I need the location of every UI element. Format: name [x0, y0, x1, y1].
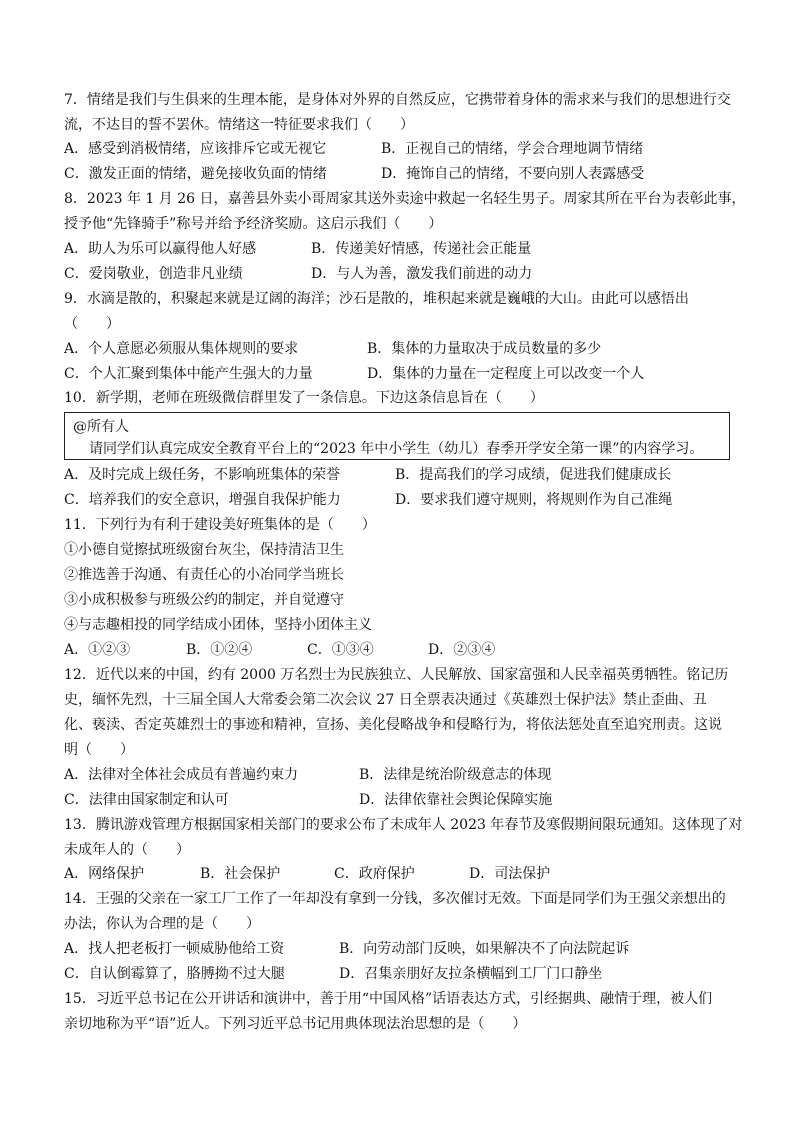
q10-option-c: C．培养我们的安全意识，增强自我保护能力 — [64, 492, 341, 508]
q8-stem-line1: 8．2023 年 1 月 26 日，嘉善县外卖小哥周家其送外卖途中救起一名轻生男子。周家其所在平台为表彰此事， — [64, 191, 746, 207]
q8-option-a: A．助人为乐可以赢得他人好感 — [64, 241, 257, 257]
q14-stem-line2: 办法，你认为合理的是（ ） — [64, 916, 260, 932]
q11-option-a: A．①②③ — [64, 642, 131, 658]
q13-option-a: A．网络保护 — [64, 866, 145, 882]
q13-stem-line2: 未成年人的（ ） — [64, 842, 190, 858]
q11-item-4: ④与志趣相投的同学结成小团体，坚持小团体主义 — [64, 617, 372, 633]
q12-option-c: C．法律由国家制定和认可 — [64, 792, 229, 808]
q11-item-1: ①小德自觉擦拭班级窗台灰尘，保持清洁卫生 — [64, 542, 344, 558]
q11-option-d: D．②③④ — [428, 642, 496, 658]
q13-stem-line1: 13．腾讯游戏管理方根据国家相关部门的要求公布了未成年人 2023 年春节及寒假期间限玩通知。这体现了对 — [64, 817, 743, 833]
q11-option-c: C．①③④ — [307, 642, 374, 658]
q13-option-c: C．政府保护 — [334, 866, 415, 882]
q8-stem-line2: 授予他“先锋骑手”称号并给予经济奖励。这启示我们（ ） — [64, 216, 443, 232]
q15-stem-line1: 15．习近平总书记在公开讲话和演讲中，善于用“中国风格”话语表达方式，引经据典、融情于理，被人们 — [64, 991, 713, 1007]
q11-item-2: ②推选善于沟通、有责任心的小冶同学当班长 — [64, 567, 344, 583]
q9-option-a: A．个人意愿必须服从集体规则的要求 — [64, 341, 299, 357]
wechat-notice-box — [64, 412, 730, 460]
q14-option-b: B．向劳动部门反映，如果解决不了向法院起诉 — [339, 941, 630, 957]
q11-stem-line1: 11．下列行为有利于建设美好班集体的是（ ） — [64, 517, 376, 533]
q7-option-d: D．掩饰自己的情绪，不要向别人表露感受 — [381, 166, 645, 182]
q14-stem-line1: 14．王强的父亲在一家工厂工作了一年却没有拿到一分钱，多次催讨无效。下面是同学们为王强父亲想出的 — [64, 891, 726, 907]
q7-stem-line1: 7．情绪是我们与生俱来的生理本能，是身体对外界的自然反应，它携带着身体的需求来与我们的思想进行交 — [64, 92, 731, 108]
q12-option-b: B．法律是统治阶级意志的体现 — [359, 767, 552, 783]
q14-option-c: C．自认倒霉算了，胳膊拗不过大腿 — [64, 966, 285, 982]
q10-stem-line1: 10．新学期，老师在班级微信群里发了一条信息。下边这条信息旨在（ ） — [64, 390, 544, 406]
q9-stem-line1: 9．水滴是散的，积聚起来就是辽阔的海洋；沙石是散的，堆积起来就是巍峨的大山。由此可以感悟出 — [64, 291, 689, 307]
q9-option-b: B．集体的力量取决于成员数量的多少 — [367, 341, 602, 357]
q9-stem-line2: （ ） — [64, 316, 120, 332]
q10-option-a: A．及时完成上级任务，不影响班集体的荣誉 — [64, 467, 341, 483]
q11-option-b: B．①②④ — [186, 642, 253, 658]
q7-option-b: B．正视自己的情绪，学会合理地调节情绪 — [381, 141, 644, 157]
q12-option-d: D．法律依靠社会舆论保障实施 — [359, 792, 553, 808]
q7-option-c: C．激发正面的情绪，避免接收负面的情绪 — [64, 166, 327, 182]
q13-option-d: D．司法保护 — [469, 866, 551, 882]
q10-option-b: B．提高我们的学习成绩，促进我们健康成长 — [395, 467, 672, 483]
q13-option-b: B．社会保护 — [200, 866, 281, 882]
q14-option-d: D．召集亲朋好友拉条横幅到工厂门口静坐 — [339, 966, 603, 982]
q8-option-c: C．爱岗敬业，创造非凡业绩 — [64, 266, 243, 282]
q12-option-a: A．法律对全体社会成员有普遍约束力 — [64, 767, 299, 783]
q7-option-a: A．感受到消极情绪，应该排斥它或无视它 — [64, 141, 327, 157]
q7-stem-line2: 流，不达目的誓不罢休。情绪这一特征要求我们（ ） — [64, 117, 414, 133]
q12-stem-line3: 化、亵渎、否定英雄烈士的事迹和精神，宣扬、美化侵略战争和侵略行为，将依法惩处直至追究刑责。这说 — [64, 717, 722, 733]
q10-option-d: D．要求我们遵守规则，将规则作为自己准绳 — [395, 492, 673, 508]
q9-option-c: C．个人汇聚到集体中能产生强大的力量 — [64, 366, 313, 382]
q9-option-d: D．集体的力量在一定程度上可以改变一个人 — [367, 366, 645, 382]
q8-option-d: D．与人为善，激发我们前进的动力 — [311, 266, 533, 282]
q14-option-a: A．找人把老板打一顿威胁他给工资 — [64, 941, 285, 957]
q12-stem-line2: 史，缅怀先烈，十三届全国人大常委会第二次会议 27 日全票表决通过《英雄烈士保护法》禁止歪曲、丑 — [64, 692, 707, 708]
notice-recipient: @所有人 — [73, 419, 129, 435]
q8-option-b: B．传递美好情感，传递社会正能量 — [311, 241, 532, 257]
q15-stem-line2: 亲切地称为平“语”近人。下列习近平总书记用典体现法治思想的是（ ） — [64, 1016, 527, 1032]
notice-body: 请同学们认真完成安全教育平台上的“2023 年中小学生（幼儿）春季开学安全第一课”的内容学习。 — [89, 441, 704, 457]
q12-stem-line4: 明（ ） — [64, 742, 134, 758]
q12-stem-line1: 12．近代以来的中国，约有 2000 万名烈士为民族独立、人民解放、国家富强和人民幸福英勇牺牲。铭记历 — [64, 667, 729, 683]
q11-item-3: ③小成积极参与班级公约的制定，并自觉遵守 — [64, 592, 344, 608]
